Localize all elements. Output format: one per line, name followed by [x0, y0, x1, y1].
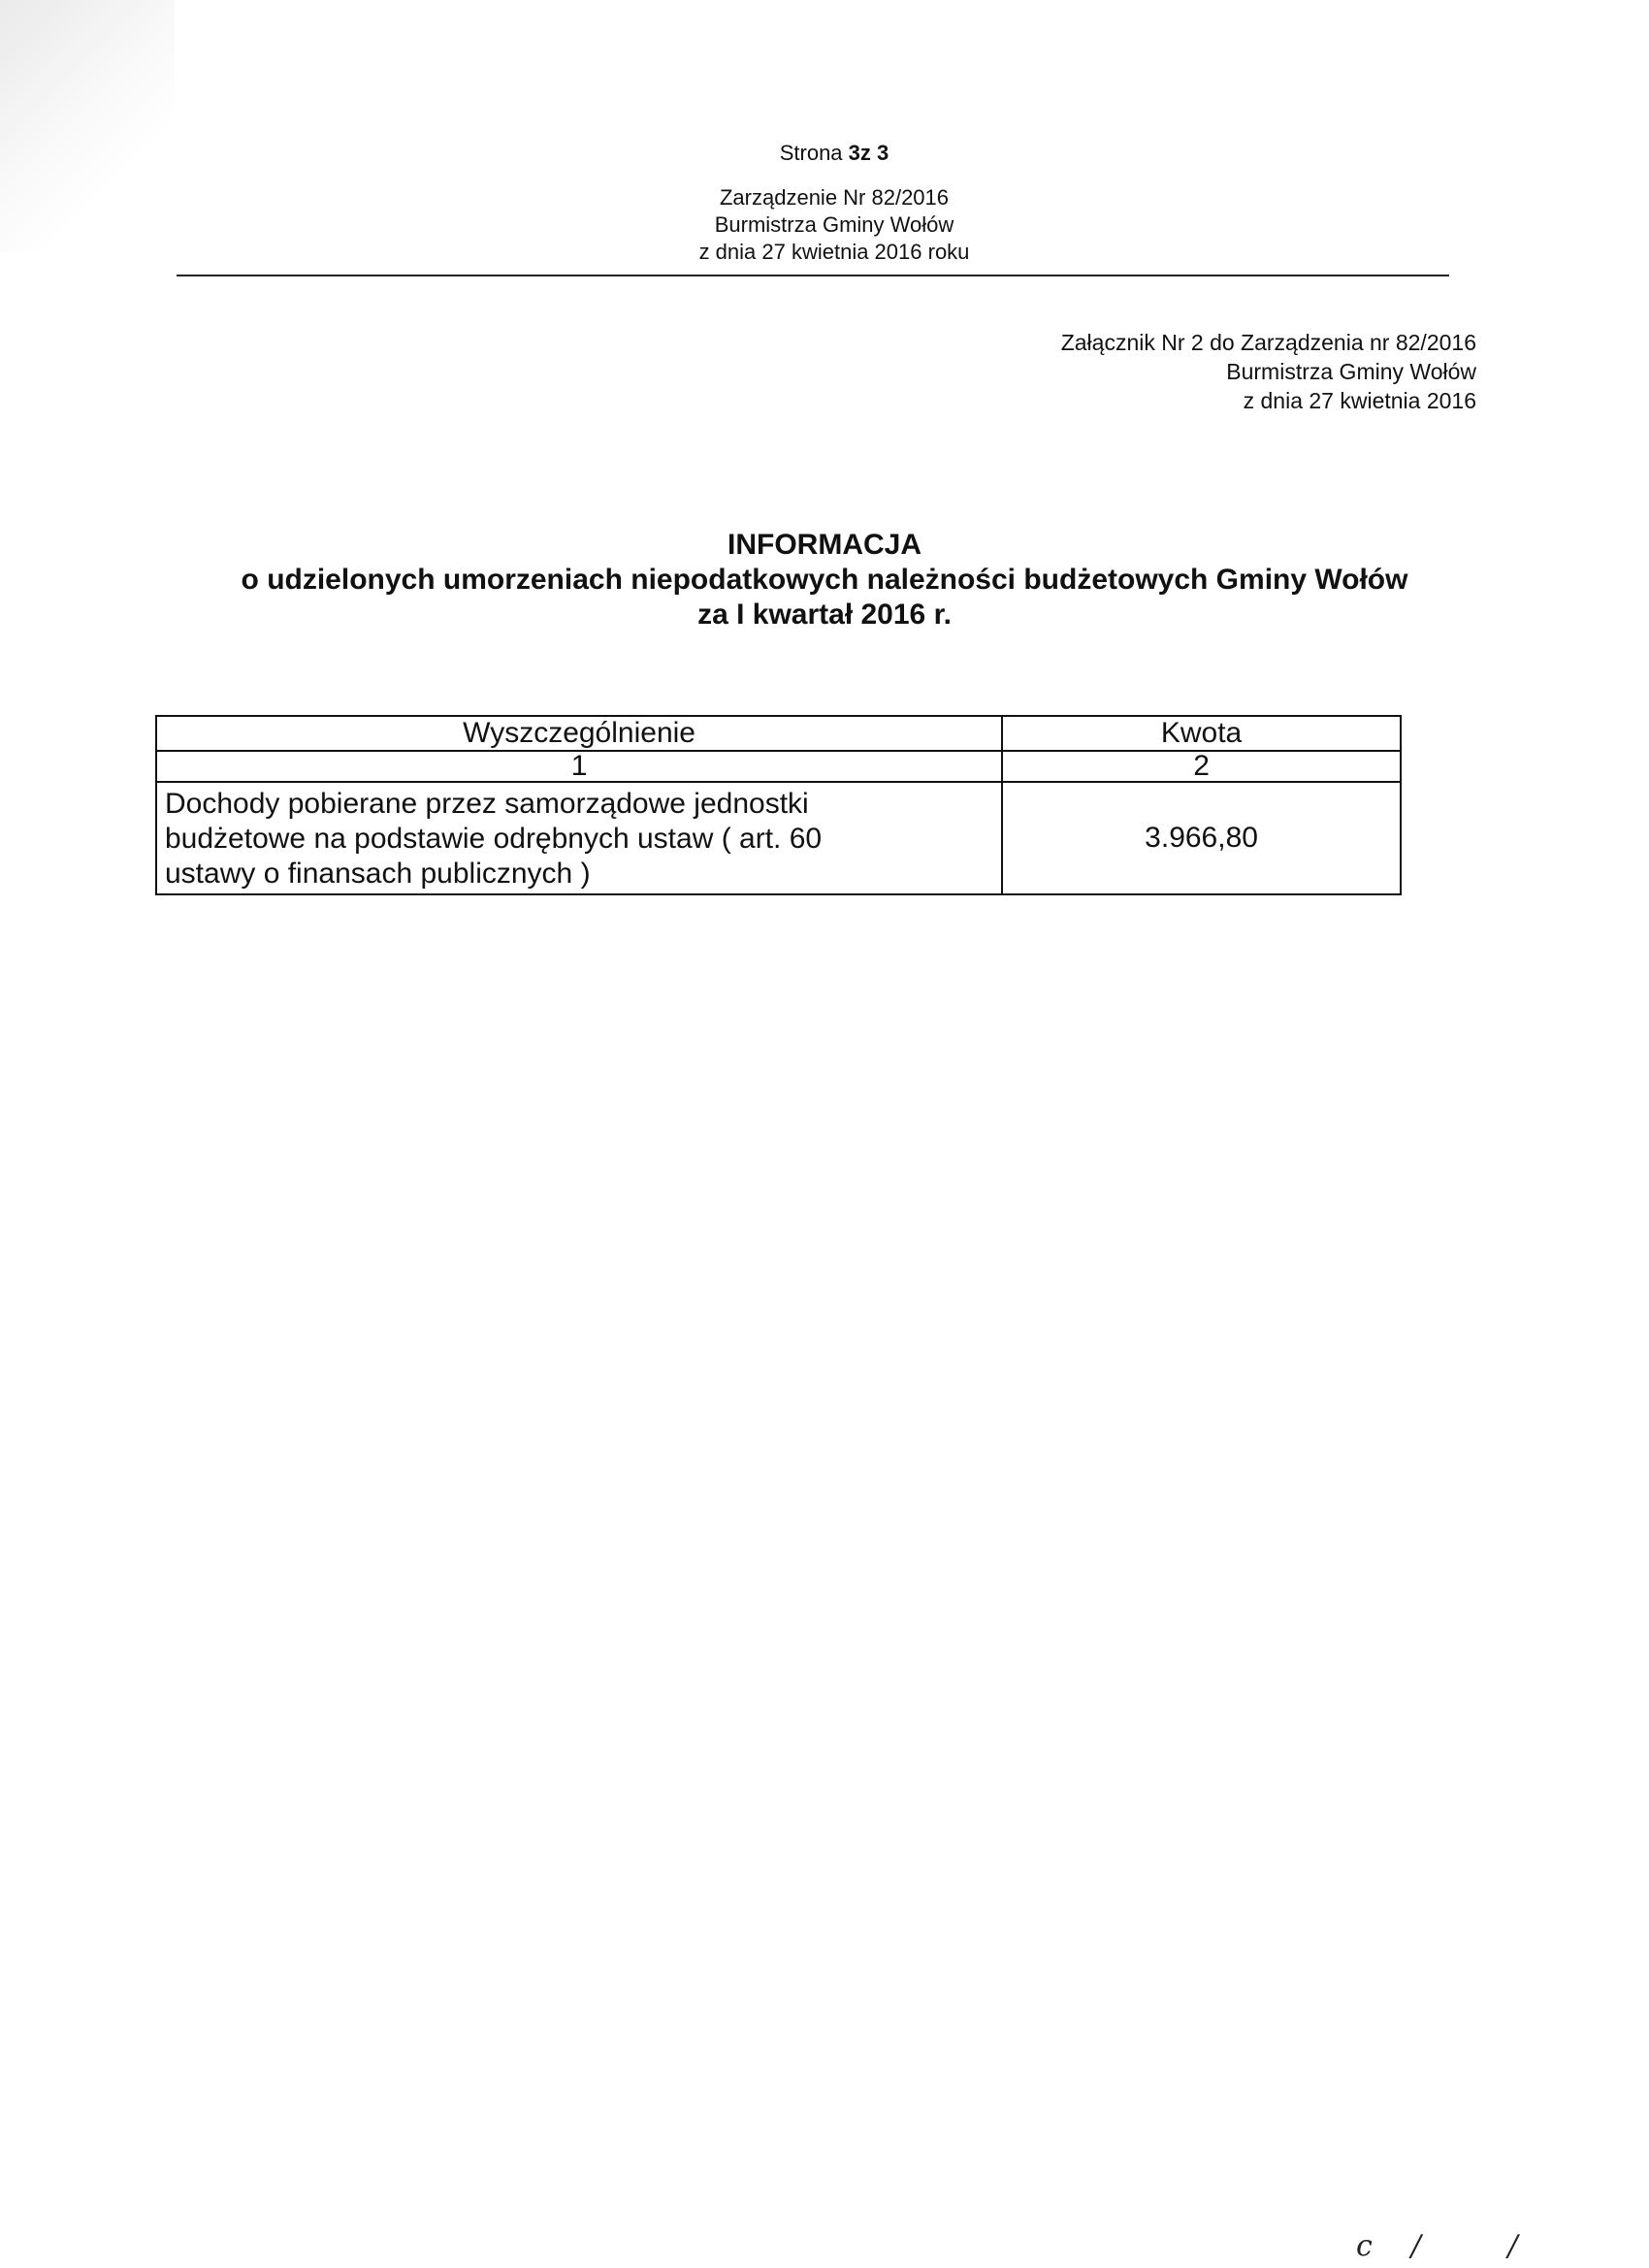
- column-number-1: 1: [156, 751, 1002, 782]
- title-period: za I kwartał 2016 r.: [697, 599, 952, 631]
- header-divider: [177, 275, 1449, 276]
- ordinance-number: Zarządzenie Nr 82/2016: [719, 185, 950, 210]
- table-header-row: [156, 716, 1401, 751]
- attachment-issuer: Burmistrza Gminy Wołów: [1226, 359, 1476, 384]
- row-description-line: Dochody pobierane przez samorządowe jednostki: [165, 788, 809, 820]
- attachment-date: z dnia 27 kwietnia 2016: [1243, 388, 1476, 413]
- page-number: 3z 3: [848, 141, 889, 165]
- handwritten-initials: c/ /: [1356, 2229, 1557, 2263]
- title-heading: INFORMACJA: [728, 529, 922, 561]
- page-label: Strona: [779, 141, 843, 165]
- row-description-line: budżetowe na podstawie odrębnych ustaw ( art. 60: [165, 823, 823, 855]
- attachment-note: [894, 328, 1476, 415]
- row-description-line: ustawy o finansach publicznych ): [165, 858, 591, 890]
- row-description: [156, 782, 1002, 894]
- remission-table: [155, 715, 1402, 895]
- column-number-2: 2: [1002, 751, 1401, 782]
- ordinance-issuer: Burmistrza Gminy Wołów: [714, 212, 954, 237]
- title-subject: o udzielonych umorzeniach niepodatkowych należności budżetowych Gminy Wołów: [241, 564, 1408, 596]
- scan-shadow: [0, 0, 175, 252]
- attachment-number: Załącznik Nr 2 do Zarządzenia nr 82/2016: [1060, 330, 1476, 355]
- column-header-amount: Kwota: [1002, 716, 1401, 751]
- row-amount: 3.966,80: [1002, 782, 1401, 894]
- table-number-row: [156, 751, 1401, 782]
- ordinance-date: z dnia 27 kwietnia 2016 roku: [698, 240, 970, 264]
- page-number-line: [543, 140, 1125, 167]
- table-row: [156, 782, 1401, 894]
- column-header-description: Wyszczególnienie: [156, 716, 1002, 751]
- document-title: [97, 528, 1552, 632]
- page-header: [543, 140, 1125, 266]
